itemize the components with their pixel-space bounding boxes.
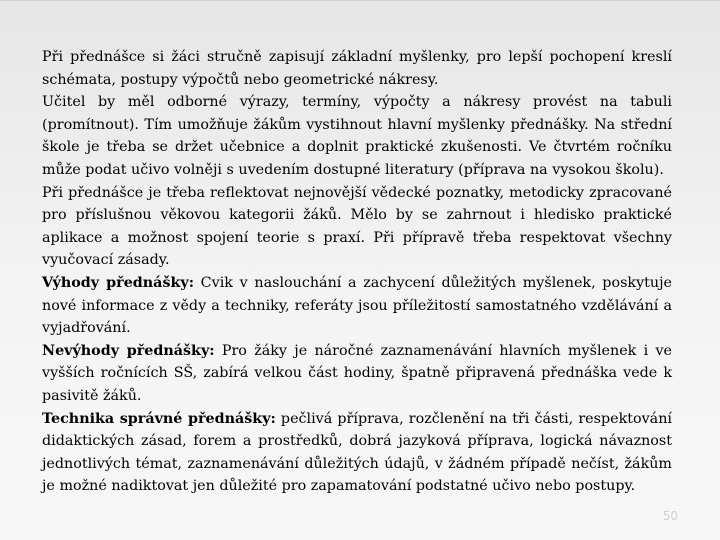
- paragraph-technique: [42, 408, 672, 498]
- paragraph-advantages: [42, 272, 672, 340]
- paragraph-text: Učitel by měl odborné výrazy, termíny, výpočty a nákresy provést na tabuli (promítnout). Tím umožňuje žákům vystihnout hlavní myšlenky přednášky. Na střední škole je třeba se držet učebnice a doplnit praktické zkušenosti. Ve čtvrtém ročníku může podat učivo volněji s uvedením dostupné literatury (příprava na vysokou školu).: [42, 94, 672, 178]
- page-number: 50: [662, 509, 678, 523]
- slide-body: [42, 46, 672, 498]
- paragraph-text: Cvik v naslouchání a zachycení důležitých myšlenek, poskytuje nové informace z vědy a techniky, referáty jsou příležitostí samostatného vzdělávání a vyjadřování.: [42, 274, 672, 337]
- paragraph-text: pečlivá příprava, rozčlenění na tři části, respektování didaktických zásad, forem a prostředků, dobrá jazyková příprava, logická návaznost jednotlivých témat, zaznamenávání důležitých údajů, v žádném případě nečíst, žákům je možné nadiktovat jen důležité pro zapamatování podstatné učivo nebo postupy.: [42, 410, 672, 495]
- paragraph-disadvantages: [42, 340, 672, 408]
- paragraph-scientific-knowledge: [42, 182, 672, 272]
- paragraph-text: Při přednášce si žáci stručně zapisují základní myšlenky, pro lepší pochopení kreslí schémata, postupy výpočtů nebo geometrické nákresy.: [42, 49, 672, 88]
- paragraph-lecture-notes: [42, 46, 672, 91]
- paragraph-teacher-role: [42, 91, 672, 181]
- advantages-label: Výhody přednášky:: [42, 274, 194, 291]
- technique-label: Technika správné přednášky:: [42, 410, 276, 427]
- paragraph-text: Pro žáky je náročné zaznamenávání hlavních myšlenek i ve vyšších ročnících SŠ, zabírá velkou část hodiny, špatně připravená přednáška vede k pasivitě žáků.: [42, 342, 673, 404]
- disadvantages-label: Nevýhody přednášky:: [42, 342, 215, 359]
- paragraph-text: Při přednášce je třeba reflektovat nejnovější vědecké poznatky, metodicky zpracované pro příslušnou věkovou kategorii žáků. Mělo by se zahrnout i hledisko praktické aplikace a možnost spojení teorie s praxí. Při přípravě třeba respektovat všechny vyučovací zásady.: [42, 184, 672, 269]
